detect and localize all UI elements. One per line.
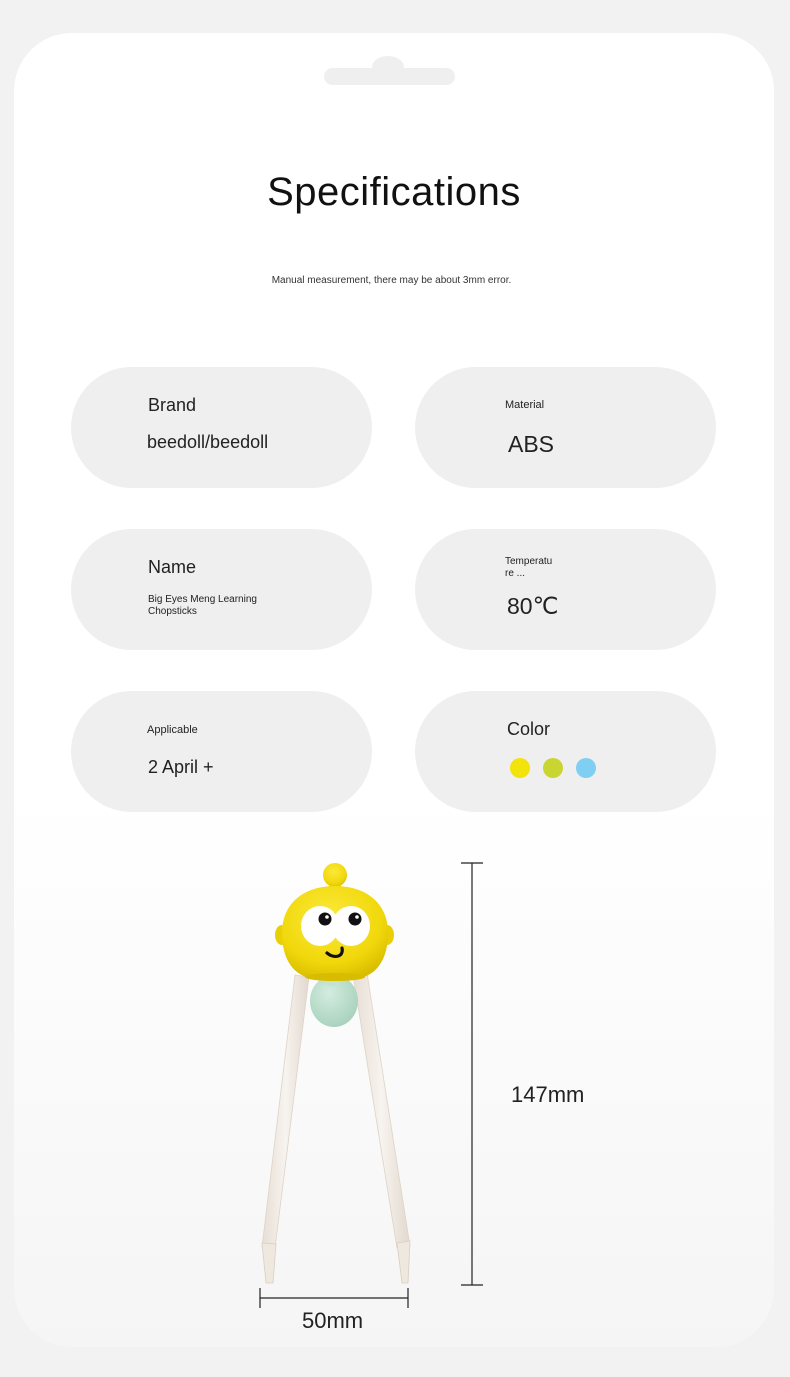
right-chopstick — [353, 973, 410, 1248]
spec-name — [71, 529, 372, 650]
left-chopstick-tip — [262, 1243, 276, 1283]
spec-temperature — [415, 529, 716, 650]
right-chopstick-tip — [397, 1241, 410, 1283]
spec-color — [415, 691, 716, 812]
spec-brand-label: Brand — [148, 395, 197, 415]
spec-applicable — [71, 691, 372, 812]
spec-brand — [71, 367, 372, 488]
left-eye — [301, 906, 339, 946]
color-swatch-green — [543, 758, 563, 778]
spec-temperature-value: 80℃ — [507, 593, 559, 619]
spec-color-label: Color — [507, 719, 551, 739]
chopsticks-illustration — [14, 33, 774, 1347]
measurement-note: Manual measurement, there may be about 3mm error. — [271, 275, 512, 286]
left-chopstick — [262, 975, 309, 1248]
spec-card — [14, 33, 774, 1347]
width-dimension-label: 50mm — [302, 1308, 364, 1333]
spec-applicable-label: Applicable — [147, 724, 198, 736]
right-eye — [332, 906, 370, 946]
head-topknot — [323, 863, 347, 887]
spec-material-label: Material — [505, 399, 545, 411]
spec-name-label: Name — [148, 557, 197, 577]
spec-brand-value: beedoll/beedoll — [147, 432, 269, 452]
page-title: Specifications — [267, 170, 521, 214]
left-ear — [275, 925, 289, 945]
color-swatch-yellow — [510, 758, 530, 778]
mint-connector — [310, 975, 358, 1027]
character-head — [282, 886, 388, 977]
spec-material-value: ABS — [508, 431, 555, 457]
spec-applicable-value: 2 April + — [148, 757, 214, 777]
spec-material — [415, 367, 716, 488]
spec-name-value: Big Eyes Meng Learning Chopsticks — [148, 594, 257, 617]
spec-temperature-label: Temperatu re ... — [505, 556, 553, 579]
hanger-slot — [324, 68, 455, 85]
height-dimension-label: 147mm — [511, 1082, 585, 1107]
right-ear — [380, 925, 394, 945]
mouth — [327, 948, 342, 956]
color-swatch-blue — [576, 758, 596, 778]
